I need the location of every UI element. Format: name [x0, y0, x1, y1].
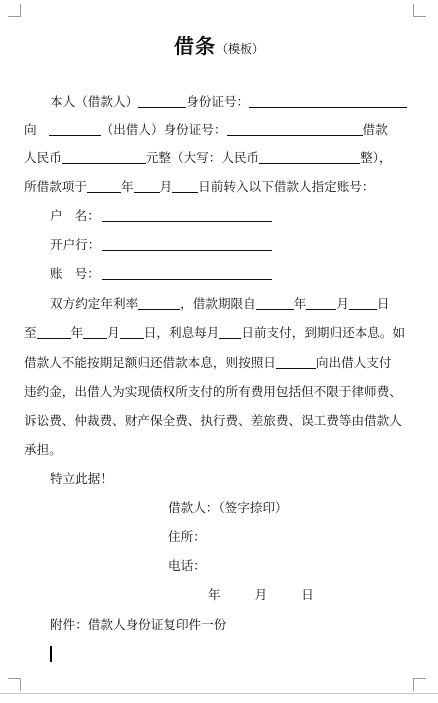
crop-mark-top-left — [8, 4, 21, 17]
blank-rate[interactable] — [138, 296, 180, 310]
signature-line: 借款人：（签字捺印） — [168, 500, 288, 515]
blank-amount-uppercase[interactable] — [259, 150, 360, 164]
line-amount: 人民币 元整（大写：人民币 整）， — [24, 150, 392, 165]
blank-borrower-name[interactable] — [138, 94, 186, 108]
blank-penalty-rate[interactable] — [276, 355, 316, 369]
line-penalty: 借款人不能按期足额归还借款本息，则按照日 向出借人支付 — [24, 355, 392, 370]
line-bank: 开户行： — [50, 237, 272, 253]
blank-end-month[interactable] — [83, 325, 107, 339]
blank-bank[interactable] — [102, 237, 272, 251]
doc-subtitle: （模板） — [215, 42, 264, 56]
address-line: 住所： — [168, 529, 206, 544]
blank-lender-name[interactable] — [49, 122, 101, 136]
blank-month[interactable] — [134, 179, 160, 193]
line-account-name: 户 名： — [50, 208, 272, 224]
blank-account-name[interactable] — [102, 208, 272, 222]
line-transfer-date: 所借款项于 年 月 日前转入以下借款人指定账号： — [24, 179, 375, 194]
blank-start-year[interactable] — [256, 296, 294, 310]
crop-mark-bottom-right — [413, 678, 426, 691]
blank-interest-day[interactable] — [219, 325, 241, 339]
text-cursor — [50, 646, 52, 662]
page-bottom-edge — [0, 693, 438, 694]
title-row — [0, 30, 438, 59]
line-term-end: 至 年 月 日，利息每月 日前支付，到期归还本息。如 — [24, 325, 406, 340]
blank-end-day[interactable] — [120, 325, 144, 339]
blank-amount[interactable] — [62, 150, 146, 164]
attachment-line: 附件：借款人身份证复印件一份 — [50, 617, 227, 632]
crop-mark-top-right — [413, 4, 426, 17]
line-declaration: 特立此据！ — [50, 471, 113, 486]
blank-start-day[interactable] — [349, 296, 377, 310]
line-fees-1: 违约金，出借人为实现债权所支付的所有费用包括但不限于律师费、 — [24, 384, 402, 399]
blank-year[interactable] — [87, 179, 121, 193]
blank-end-year[interactable] — [37, 325, 71, 339]
line-fees-3: 承担。 — [24, 442, 62, 457]
phone-line: 电话： — [168, 558, 206, 573]
blank-borrower-id[interactable] — [249, 94, 407, 108]
blank-lender-id[interactable] — [227, 122, 363, 136]
line-lender: 向 （出借人）身份证号： 借款 — [24, 122, 388, 137]
doc-title: 借条 — [173, 34, 216, 58]
line-borrower: 本人（借款人） 身份证号： — [50, 94, 407, 110]
line-fees-2: 诉讼费、仲裁费、财产保全费、执行费、差旅费、误工费等由借款人 — [24, 413, 402, 428]
date-line: 年 月 日 — [208, 587, 314, 602]
blank-account-number[interactable] — [102, 266, 272, 280]
crop-mark-bottom-left — [8, 678, 21, 691]
blank-start-month[interactable] — [306, 296, 336, 310]
blank-day[interactable] — [172, 179, 198, 193]
line-account-number: 账 号： — [50, 266, 272, 282]
line-interest: 双方约定年利率 ，借款期限自 年 月 日 — [50, 296, 390, 311]
